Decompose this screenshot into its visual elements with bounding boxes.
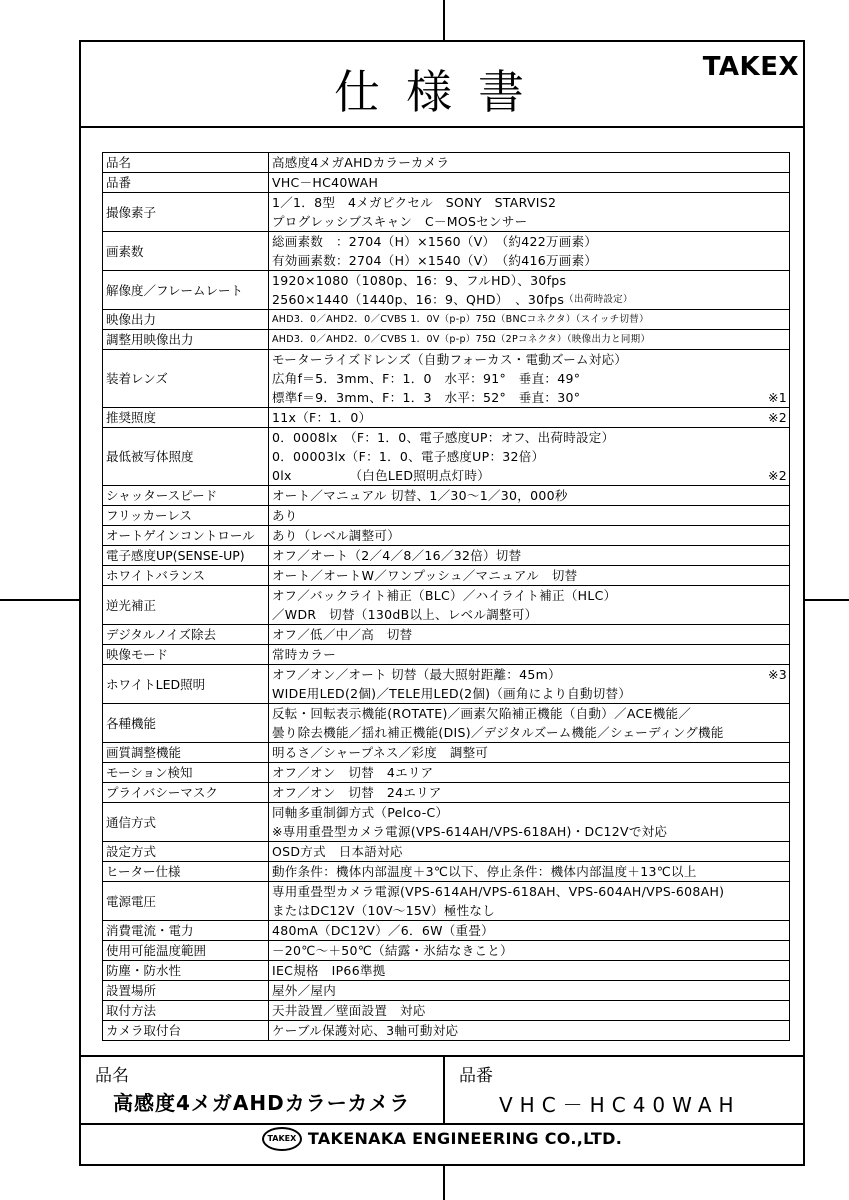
spec-label: 設定方式 xyxy=(103,842,269,862)
spec-value-line xyxy=(272,447,787,466)
spec-label: 装着レンズ xyxy=(103,350,269,408)
spec-row xyxy=(103,408,790,428)
spec-value-text: 標準f＝9．3mm、F：1．3 水平：52° 垂直：30° xyxy=(272,390,581,405)
spec-value-text: 1／1．8型 4メガピクセル SONY STARVIS2 xyxy=(272,195,557,210)
spec-row xyxy=(103,566,790,586)
spec-value xyxy=(269,526,790,546)
spec-value-line xyxy=(272,684,787,703)
spec-value-text: AHD3．0／AHD2．0／CVBS 1．0V（p-p）75Ω（BNCコネクタ）（スイッチ切替） xyxy=(272,314,649,325)
spec-note: ※1 xyxy=(767,390,787,405)
spec-row xyxy=(103,961,790,981)
spec-value-text: モーターライズドレンズ（自動フォーカス・電動ズーム対応） xyxy=(272,352,628,367)
spec-value-line xyxy=(272,212,787,231)
spec-value-text: OSD方式 日本語対応 xyxy=(272,844,403,859)
spec-value-text: オフ／バックライト補正（BLC）／ハイライト補正（HLC） xyxy=(272,588,617,603)
spec-value-text: オフ／低／中／高 切替 xyxy=(272,627,413,642)
spec-row xyxy=(103,1001,790,1021)
spec-row xyxy=(103,1021,790,1041)
spec-label: 逆光補正 xyxy=(103,586,269,625)
spec-value-text: ／WDR 切替（130dB以上、レベル調整可） xyxy=(272,607,538,622)
spec-value-line xyxy=(272,981,787,1000)
spec-value-line xyxy=(272,586,787,605)
spec-value xyxy=(269,193,790,232)
spec-label: モーション検知 xyxy=(103,763,269,783)
spec-value-line xyxy=(272,486,787,505)
spec-value-line xyxy=(272,921,787,940)
spec-note: ※2 xyxy=(767,468,787,483)
spec-value-line xyxy=(272,506,787,525)
spec-label: 画質調整機能 xyxy=(103,743,269,763)
spec-value-text: VHC－HC40WAH xyxy=(272,175,379,190)
spec-label: 画素数 xyxy=(103,232,269,271)
spec-value-line xyxy=(272,803,787,822)
spec-value xyxy=(269,428,790,486)
spec-label: シャッタースピード xyxy=(103,486,269,506)
spec-row xyxy=(103,310,790,330)
footer-model-label: 品番 xyxy=(459,1066,493,1086)
crop-mark-right xyxy=(805,599,849,601)
spec-label: デジタルノイズ除去 xyxy=(103,625,269,645)
crop-mark-left xyxy=(0,599,79,601)
spec-note: ※2 xyxy=(767,410,787,425)
spec-value-line xyxy=(272,882,787,901)
spec-value-text: 明るさ／シャープネス／彩度 調整可 xyxy=(272,745,489,760)
spec-value-line xyxy=(272,153,787,172)
spec-value-line xyxy=(272,566,787,585)
spec-value-text: オート／オートW／ワンプッシュ／マニュアル 切替 xyxy=(272,568,578,583)
spec-value-text: 総画素数 ：2704（H）×1560（V） （約422万画素） xyxy=(272,234,598,249)
spec-value-line xyxy=(272,290,787,309)
spec-value xyxy=(269,665,790,704)
spec-row xyxy=(103,743,790,763)
spec-value xyxy=(269,1001,790,1021)
document-header xyxy=(81,42,803,128)
spec-value-text: 0．0008lx （F：1．0、電子感度UP：オフ、出荷時設定） xyxy=(272,430,615,445)
spec-row xyxy=(103,330,790,350)
spec-label: 品名 xyxy=(103,153,269,173)
spec-value-text: またはDC12V（10V～15V）極性なし xyxy=(272,903,496,918)
spec-value-text: 11x（F：1．0） xyxy=(272,410,372,425)
spec-value-text: プログレッシブスキャン C－MOSセンサー xyxy=(272,214,528,229)
spec-row xyxy=(103,526,790,546)
spec-row xyxy=(103,232,790,271)
spec-value-text: 1920×1080（1080p、16：9、フルHD）、30fps xyxy=(272,273,567,288)
spec-label: 映像モード xyxy=(103,645,269,665)
takex-logo: TAKEX xyxy=(702,52,799,82)
spec-label: 電源電圧 xyxy=(103,882,269,921)
footer-product-box xyxy=(81,1055,803,1125)
spec-value-text: AHD3．0／AHD2．0／CVBS 1．0V（p-p）75Ω（2Pコネクタ）（映像出力と同期） xyxy=(272,334,651,345)
spec-label: 調整用映像出力 xyxy=(103,330,269,350)
spec-value-text: 2560×1440（1440p、16：9、QHD） 、30fps xyxy=(272,292,565,307)
spec-label: 品番 xyxy=(103,173,269,193)
spec-row xyxy=(103,625,790,645)
spec-value xyxy=(269,350,790,408)
spec-value-text: ケーブル保護対応、3軸可動対応 xyxy=(272,1023,459,1038)
spec-label: 使用可能温度範囲 xyxy=(103,941,269,961)
spec-value xyxy=(269,232,790,271)
company-logo-oval: TAKEX xyxy=(262,1127,302,1151)
spec-value-line xyxy=(272,526,787,545)
spec-value-line xyxy=(272,862,787,881)
spec-value-line xyxy=(272,330,787,349)
spec-value-line xyxy=(272,645,787,664)
spec-value xyxy=(269,506,790,526)
spec-label: カメラ取付台 xyxy=(103,1021,269,1041)
spec-value-line xyxy=(272,388,787,407)
spec-row xyxy=(103,350,790,408)
spec-value-text: 天井設置／壁面設置 対応 xyxy=(272,1003,426,1018)
spec-label: 取付方法 xyxy=(103,1001,269,1021)
crop-mark-top xyxy=(443,0,445,40)
spec-value-text: あり（レベル調整可） xyxy=(272,528,401,543)
spec-label: 最低被写体照度 xyxy=(103,428,269,486)
spec-row xyxy=(103,783,790,803)
spec-value-text: オフ／オン 切替 4エリア xyxy=(272,765,434,780)
spec-label: フリッカーレス xyxy=(103,506,269,526)
spec-value-line xyxy=(272,173,787,192)
spec-row xyxy=(103,271,790,310)
spec-value-text: 動作条件：機体内部温度＋3℃以下、停止条件：機体内部温度＋13℃以上 xyxy=(272,864,697,879)
spec-table xyxy=(102,152,790,1041)
spec-row xyxy=(103,921,790,941)
spec-value-text: 高感度4メガAHDカラーカメラ xyxy=(272,155,450,170)
spec-value xyxy=(269,566,790,586)
spec-value xyxy=(269,408,790,428)
spec-row xyxy=(103,193,790,232)
spec-value-line xyxy=(272,941,787,960)
spec-value-line xyxy=(272,428,787,447)
spec-value-line xyxy=(272,842,787,861)
spec-label: 撮像素子 xyxy=(103,193,269,232)
spec-row xyxy=(103,803,790,842)
spec-row xyxy=(103,981,790,1001)
spec-value-line xyxy=(272,961,787,980)
spec-value xyxy=(269,586,790,625)
spec-value-text: WIDE用LED(2個)／TELE用LED(2個)（画角により自動切替） xyxy=(272,686,632,701)
spec-label: 防塵・防水性 xyxy=(103,961,269,981)
document-title: 仕様書 xyxy=(334,65,550,119)
spec-value xyxy=(269,173,790,193)
spec-value-line xyxy=(272,743,787,762)
spec-label: プライバシーマスク xyxy=(103,783,269,803)
spec-value-line xyxy=(272,1021,787,1040)
spec-row xyxy=(103,842,790,862)
spec-value xyxy=(269,645,790,665)
spec-label: オートゲインコントロール xyxy=(103,526,269,546)
spec-value-line xyxy=(272,408,787,427)
spec-value-text: あり xyxy=(272,508,298,523)
company-footer xyxy=(81,1126,803,1151)
spec-label: 消費電流・電力 xyxy=(103,921,269,941)
spec-label: ホワイトLED照明 xyxy=(103,665,269,704)
spec-value xyxy=(269,763,790,783)
spec-value-text: 専用重畳型カメラ電源(VPS-614AH/VPS-618AH、VPS-604AH/VPS-608AH) xyxy=(272,884,725,899)
spec-value-text: 反転・回転表示機能(ROTATE)／画素欠陥補正機能（自動）／ACE機能／ xyxy=(272,706,692,721)
spec-value-text: 480mA（DC12V）／6．6W（重畳） xyxy=(272,923,494,938)
spec-value xyxy=(269,310,790,330)
spec-value xyxy=(269,546,790,566)
spec-value xyxy=(269,941,790,961)
spec-value xyxy=(269,862,790,882)
spec-value-text: オフ／オート（2／4／8／16／32倍）切替 xyxy=(272,548,522,563)
spec-value xyxy=(269,981,790,1001)
footer-name-value: 高感度4メガAHDカラーカメラ xyxy=(113,1091,411,1115)
spec-value-line xyxy=(272,232,787,251)
spec-value-line xyxy=(272,783,787,802)
spec-row xyxy=(103,704,790,743)
spec-value-text: 曇り除去機能／揺れ補正機能(DIS)／デジタルズーム機能／シェーディング機能 xyxy=(272,725,724,740)
spec-value-line xyxy=(272,193,787,212)
spec-row xyxy=(103,941,790,961)
spec-value-line xyxy=(272,310,787,329)
spec-label: ヒーター仕様 xyxy=(103,862,269,882)
spec-value-line xyxy=(272,822,787,841)
company-name: TAKENAKA ENGINEERING CO.,LTD. xyxy=(307,1129,623,1148)
spec-value-line xyxy=(272,605,787,624)
spec-value-text: －20℃～＋50℃（結露・氷結なきこと） xyxy=(272,943,513,958)
footer-model-cell xyxy=(445,1057,803,1123)
spec-value-text: IEC規格 IP66準拠 xyxy=(272,963,386,978)
spec-row xyxy=(103,645,790,665)
footer-model-value: VHC－HC40WAH xyxy=(499,1093,741,1117)
spec-value-line xyxy=(272,704,787,723)
spec-row xyxy=(103,546,790,566)
spec-value-line xyxy=(272,546,787,565)
spec-label: 各種機能 xyxy=(103,704,269,743)
spec-value-small: （出荷時設定） xyxy=(564,294,633,305)
spec-row xyxy=(103,506,790,526)
spec-value xyxy=(269,961,790,981)
spec-value-line xyxy=(272,901,787,920)
spec-value xyxy=(269,704,790,743)
spec-label: 解像度／フレームレート xyxy=(103,271,269,310)
spec-row xyxy=(103,665,790,704)
spec-row xyxy=(103,586,790,625)
spec-value xyxy=(269,921,790,941)
spec-value-text: 0lx （白色LED照明点灯時） xyxy=(272,468,491,483)
spec-value-line xyxy=(272,271,787,290)
spec-value-line xyxy=(272,466,787,485)
spec-value xyxy=(269,271,790,310)
spec-value-line xyxy=(272,350,787,369)
spec-value-text: オフ／オン／オート 切替（最大照射距離：45m） xyxy=(272,667,561,682)
footer-name-cell xyxy=(81,1057,445,1123)
spec-value-line xyxy=(272,251,787,270)
spec-label: 映像出力 xyxy=(103,310,269,330)
spec-value xyxy=(269,486,790,506)
spec-value xyxy=(269,1021,790,1041)
spec-value-line xyxy=(272,369,787,388)
spec-value-line xyxy=(272,625,787,644)
spec-value-text: 有効画素数：2704（H）×1540（V） （約416万画素） xyxy=(272,253,598,268)
spec-note: ※3 xyxy=(767,667,787,682)
spec-row xyxy=(103,173,790,193)
document-frame xyxy=(79,40,805,1166)
spec-row xyxy=(103,882,790,921)
spec-label: 推奨照度 xyxy=(103,408,269,428)
spec-value xyxy=(269,783,790,803)
spec-label: 通信方式 xyxy=(103,803,269,842)
spec-value-text: 同軸多重制御方式（Pelco-C） xyxy=(272,805,449,820)
spec-value xyxy=(269,743,790,763)
footer-name-label: 品名 xyxy=(95,1066,129,1086)
spec-value-line xyxy=(272,763,787,782)
spec-row xyxy=(103,486,790,506)
spec-value xyxy=(269,153,790,173)
spec-value-line xyxy=(272,665,787,684)
spec-row xyxy=(103,153,790,173)
spec-label: 設置場所 xyxy=(103,981,269,1001)
crop-mark-bottom xyxy=(443,1166,445,1200)
spec-value xyxy=(269,803,790,842)
spec-value xyxy=(269,842,790,862)
spec-value xyxy=(269,625,790,645)
spec-value-text: 0．00003lx（F：1．0、電子感度UP：32倍） xyxy=(272,449,545,464)
spec-value-text: 常時カラー xyxy=(272,647,337,662)
spec-label: ホワイトバランス xyxy=(103,566,269,586)
spec-label: 電子感度UP(SENSE-UP) xyxy=(103,546,269,566)
spec-value xyxy=(269,882,790,921)
spec-value-text: ※専用重畳型カメラ電源(VPS-614AH/VPS-618AH)・DC12Vで対応 xyxy=(272,824,668,839)
spec-value-text: オート／マニュアル 切替、1／30～1／30，000秒 xyxy=(272,488,568,503)
spec-value xyxy=(269,330,790,350)
spec-value-text: 広角f＝5．3mm、F：1．0 水平：91° 垂直：49° xyxy=(272,371,581,386)
spec-value-line xyxy=(272,723,787,742)
spec-row xyxy=(103,763,790,783)
spec-row xyxy=(103,428,790,486)
spec-value-line xyxy=(272,1001,787,1020)
spec-value-text: 屋外／屋内 xyxy=(272,983,337,998)
spec-value-text: オフ／オン 切替 24エリア xyxy=(272,785,442,800)
spec-row xyxy=(103,862,790,882)
